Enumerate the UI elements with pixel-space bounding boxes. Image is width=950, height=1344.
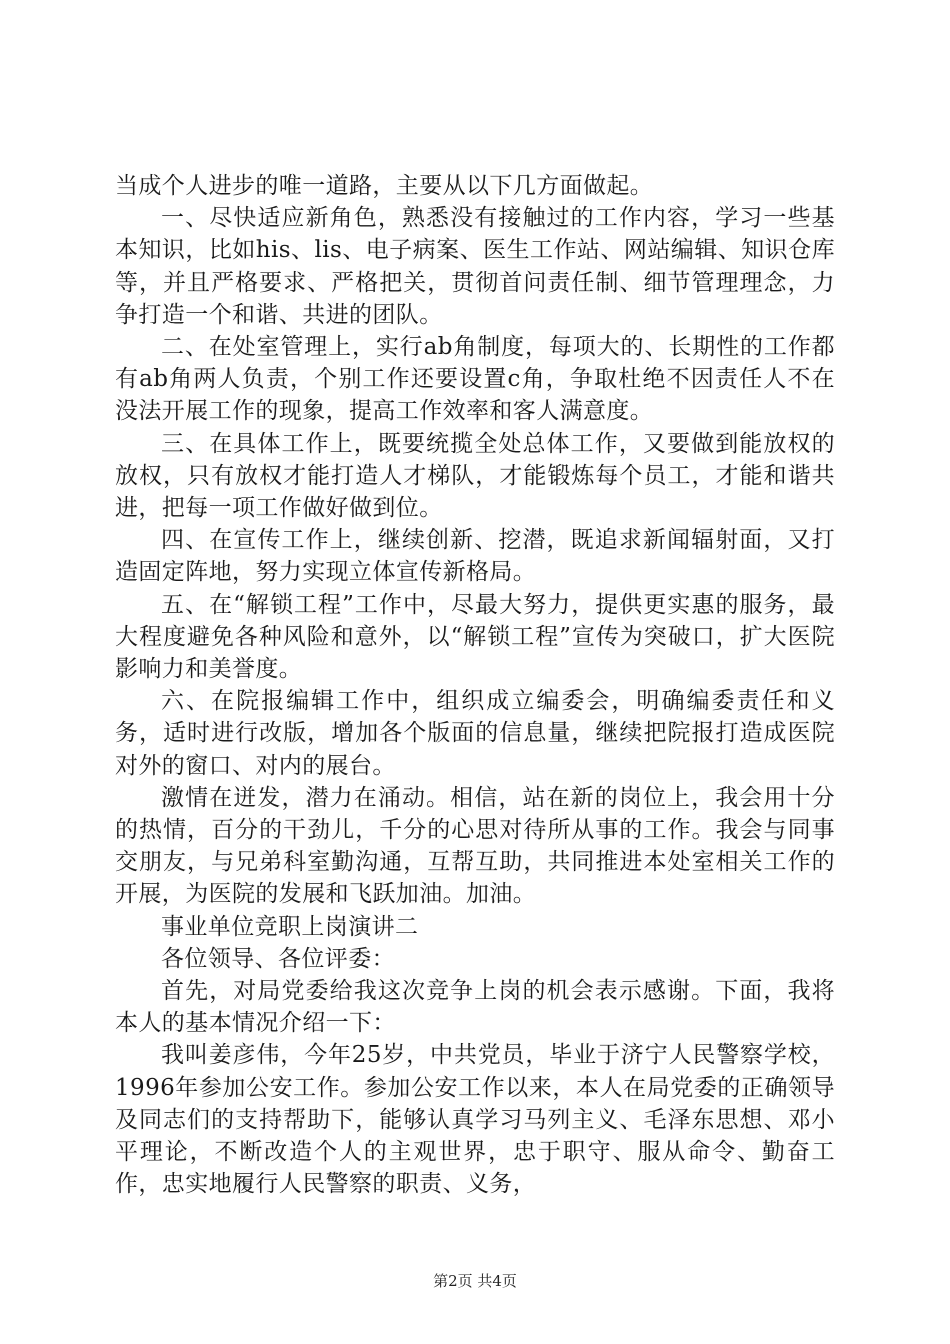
paragraph: 当成个人进步的唯一道路，主要从以下几方面做起。 xyxy=(115,173,654,199)
paragraph: 四、在宣传工作上，继续创新、挖潜，既追求新闻辐射面，又打造固定阵地，努力实现立体宣传新格局。 xyxy=(115,527,835,586)
paragraph: 激情在迸发，潜力在涌动。相信，站在新的岗位上，我会用十分的热情，百分的干劲儿，千分的心思对待所从事的工作。我会与同事交朋友，与兄弟科室勤沟通，互帮互助，共同推进本处室相关工作的开展，为医院的发展和飞跃加油。加油。 xyxy=(115,784,835,908)
document-body xyxy=(115,170,835,1201)
salutation: 各位领导、各位评委： xyxy=(161,945,395,972)
paragraph: 我叫姜彦伟，今年25岁，中共党员，毕业于济宁人民警察学校，1996年参加公安工作。参加公安工作以来，本人在局党委的正确领导及同志们的支持帮助下，能够认真学习马列主义、毛泽东思想、邓小平理论，不断改造个人的主观世界，忠于职守、服从命令、勤奋工作，忠实地履行人民警察的职责、义务， xyxy=(115,1042,835,1198)
section-heading: 事业单位竞职上岗演讲二 xyxy=(161,913,419,940)
paragraph: 五、在“解锁工程”工作中，尽最大努力，提供更实惠的服务，最大程度避免各种风险和意外，以“解锁工程”宣传为突破口，扩大医院影响力和美誉度。 xyxy=(115,591,835,683)
paragraph: 六、在院报编辑工作中，组织成立编委会，明确编委责任和义务，适时进行改版，增加各个版面的信息量，继续把院报打造成医院对外的窗口、对内的展台。 xyxy=(115,688,835,779)
paragraph: 二、在处室管理上，实行ab角制度，每项大的、长期性的工作都有ab角两人负责，个别工作还要设置c角，争取杜绝不因责任人不在没法开展工作的现象，提高工作效率和客人满意度。 xyxy=(115,334,835,425)
paragraph: 三、在具体工作上，既要统揽全处总体工作，又要做到能放权的放权，只有放权才能打造人才梯队，才能锻炼每个员工，才能和谐共进，把每一项工作做好做到位。 xyxy=(115,430,835,522)
paragraph: 首先，对局党委给我这次竞争上岗的机会表示感谢。下面，我将本人的基本情况介绍一下： xyxy=(115,978,835,1037)
paragraph: 一、尽快适应新角色，熟悉没有接触过的工作内容，学习一些基本知识，比如his、lis、电子病案、医生工作站、网站编辑、知识仓库等，并且严格要求、严格把关，贯彻首问责任制、细节管理理念，力争打造一个和谐、共进的团队。 xyxy=(115,205,835,328)
page-number-footer: 第2页 共4页 xyxy=(433,1272,517,1290)
